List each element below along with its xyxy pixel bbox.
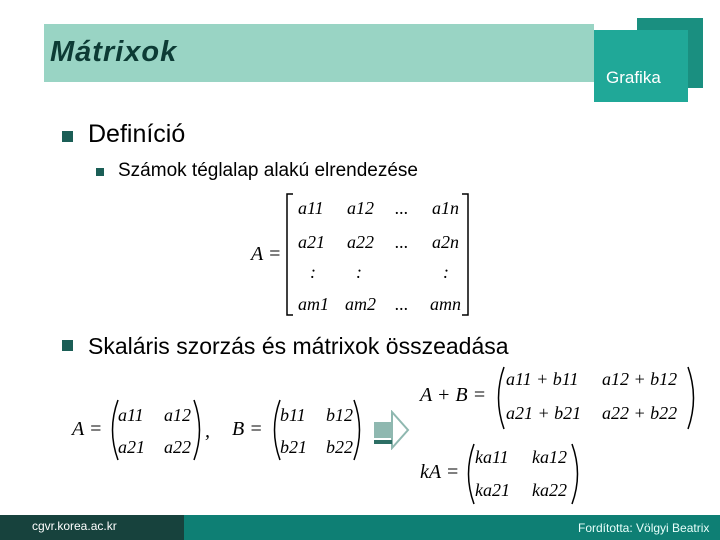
matrix-cell: a12 xyxy=(347,198,374,218)
right-paren xyxy=(192,398,206,462)
matrix-cell: ... xyxy=(395,198,409,218)
heading-operations: Skaláris szorzás és mátrixok összeadása xyxy=(88,333,509,359)
left-bracket xyxy=(284,192,296,317)
comma: , xyxy=(205,420,210,442)
matrix-cell: a21 + b21 xyxy=(506,403,582,423)
sum-lhs: A + B = xyxy=(420,384,487,406)
matrix-cell: ka11 xyxy=(475,447,509,467)
matrix-cell: a2n xyxy=(432,232,459,252)
matrix-cell: a11 + b11 xyxy=(506,369,579,389)
matrix-cell: am1 xyxy=(298,294,329,314)
matrix-cell: b21 xyxy=(280,437,307,457)
matrix-cell: a11 xyxy=(118,405,144,425)
matrix-cell: am2 xyxy=(345,294,376,314)
scalar-lhs: kA = xyxy=(420,461,460,483)
bullet-square-icon xyxy=(62,340,73,351)
right-paren xyxy=(686,365,700,431)
matrix-cell: ... xyxy=(395,294,409,314)
matrix-cell: a11 xyxy=(298,198,324,218)
matrix-cell: ka21 xyxy=(475,480,510,500)
footer-url: cgvr.korea.ac.kr xyxy=(32,519,117,533)
matrix-cell: a22 + b22 xyxy=(602,403,678,423)
bullet-square-icon xyxy=(62,131,73,142)
right-paren xyxy=(352,398,366,462)
matrix-cell: : xyxy=(310,262,316,282)
matrix-def-lhs: A = xyxy=(251,243,282,265)
matrix-cell: a21 xyxy=(118,437,145,457)
matrix-cell: amn xyxy=(430,294,461,314)
bullet-square-icon xyxy=(96,168,104,176)
logo-text: Grafika xyxy=(606,68,661,87)
left-paren xyxy=(492,365,506,431)
matrix-cell: a22 xyxy=(164,437,191,457)
matrix-cell: ka12 xyxy=(532,447,567,467)
matrix-cell: b12 xyxy=(326,405,353,425)
matrix-cell: : xyxy=(443,262,449,282)
matrix-cell: b11 xyxy=(280,405,306,425)
matrix-cell: a22 xyxy=(347,232,374,252)
matrix-cell: a21 xyxy=(298,232,325,252)
left-paren xyxy=(462,442,476,506)
logo-block xyxy=(594,30,688,102)
heading-definition: Definíció xyxy=(88,120,186,148)
footer-translator: Fordította: Völgyi Beatrix xyxy=(578,521,710,535)
slide-title: Mátrixok xyxy=(50,36,178,68)
subpoint-definition: Számok téglalap alakú elrendezése xyxy=(118,160,418,181)
matrix-cell: b22 xyxy=(326,437,353,457)
matrix-cell: ... xyxy=(395,232,409,252)
matrix-a-lhs: A = xyxy=(72,418,103,440)
matrix-cell: a12 xyxy=(164,405,191,425)
matrix-cell: a1n xyxy=(432,198,459,218)
matrix-cell: a12 + b12 xyxy=(602,369,678,389)
arrow-right-icon xyxy=(372,410,410,450)
matrix-cell: ka22 xyxy=(532,480,567,500)
matrix-cell: : xyxy=(356,262,362,282)
matrix-b-lhs: B = xyxy=(232,418,263,440)
right-paren xyxy=(570,442,584,506)
